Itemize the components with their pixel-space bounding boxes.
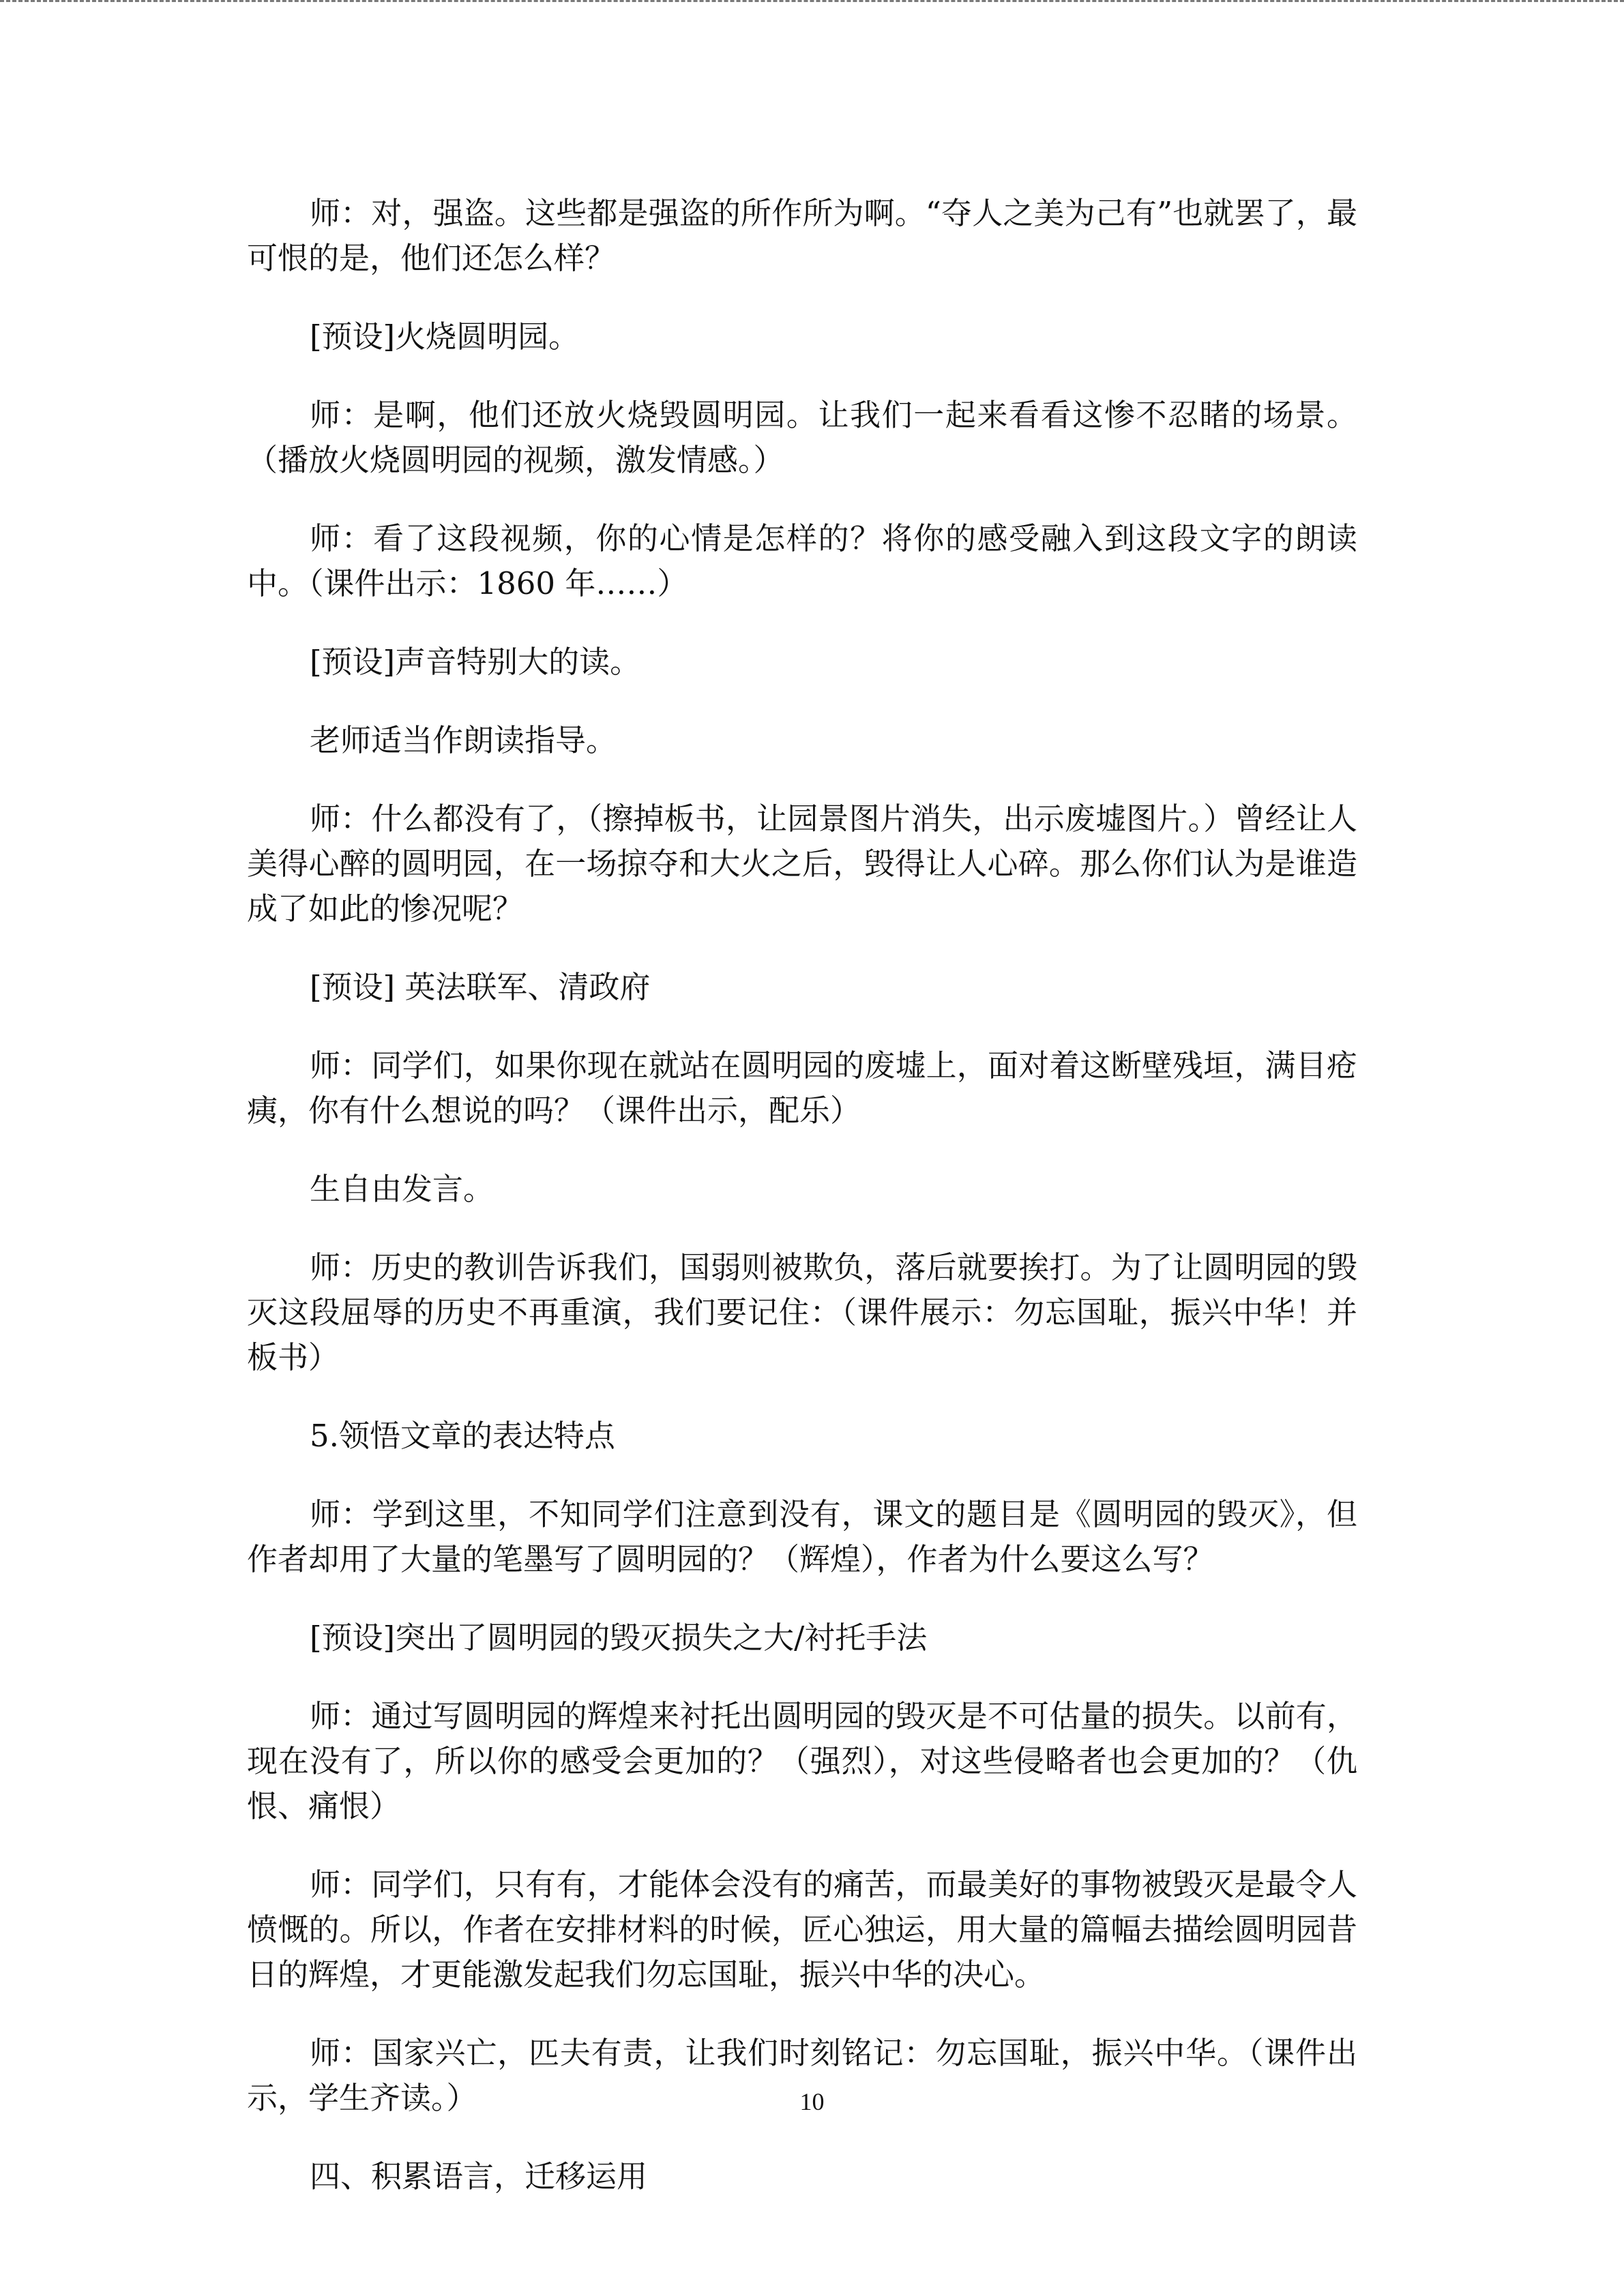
paragraph-9: 师：同学们，如果你现在就站在圆明园的废墟上，面对着这断壁残垣，满目疮痍，你有什么想说的吗？（课件出示，配乐） xyxy=(247,1047,1357,1129)
paragraph-2: [预设]火烧圆明园。 xyxy=(310,318,580,355)
paragraph-10: 生自由发言。 xyxy=(310,1171,494,1207)
paragraph-6: 老师适当作朗读指导。 xyxy=(310,722,617,758)
paragraph-7: 师：什么都没有了，（擦掉板书，让园景图片消失，出示废墟图片。）曾经让人美得心醉的圆明园，在一场掠夺和大火之后，毁得让人心碎。那么你们认为是谁造成了如此的惨况呢？ xyxy=(247,801,1357,927)
paragraph-14: [预设]突出了圆明园的毁灭损失之大/衬托手法 xyxy=(310,1620,928,1656)
paragraph-11: 师：历史的教训告诉我们，国弱则被欺负，落后就要挨打。为了让圆明园的毁灭这段屈辱的历史不再重演，我们要记住：（课件展示：勿忘国耻，振兴中华！并板书） xyxy=(247,1249,1357,1375)
section-heading-5: 5.领悟文章的表达特点 xyxy=(310,1418,615,1454)
paragraph-16: 师：同学们，只有有，才能体会没有的痛苦，而最美好的事物被毁灭是最令人愤慨的。所以，作者在安排材料的时候，匠心独运，用大量的篇幅去描绘圆明园昔日的辉煌，才更能激发起我们勿忘国耻，振兴中华的决心。 xyxy=(247,1866,1357,1993)
paragraph-5: [预设]声音特别大的读。 xyxy=(310,644,641,680)
paragraph-17: 师：国家兴亡，匹夫有责，让我们时刻铭记：勿忘国耻，振兴中华。（课件出示，学生齐读。） xyxy=(247,2035,1357,2116)
paragraph-15: 师：通过写圆明园的辉煌来衬托出圆明园的毁灭是不可估量的损失。以前有，现在没有了，所以你的感受会更加的？（强烈），对这些侵略者也会更加的？（仇恨、痛恨） xyxy=(247,1698,1357,1824)
page-number: 10 xyxy=(799,2088,825,2115)
paragraph-1: 师：对，强盗。这些都是强盗的所作所为啊。“夺人之美为己有”也就罢了，最可恨的是，他们还怎么样？ xyxy=(247,195,1357,276)
paragraph-3: 师：是啊，他们还放火烧毁圆明园。让我们一起来看看这惨不忍睹的场景。（播放火烧圆明园的视频，激发情感。） xyxy=(247,397,1357,478)
section-heading-4: 四、积累语言，迁移运用 xyxy=(310,2158,648,2194)
document-body xyxy=(247,191,1357,2233)
page-top-divider xyxy=(0,0,1624,2)
paragraph-13: 师：学到这里，不知同学们注意到没有，课文的题目是《圆明园的毁灭》，但作者却用了大量的笔墨写了圆明园的？（辉煌），作者为什么要这么写？ xyxy=(247,1496,1357,1577)
paragraph-4: 师：看了这段视频，你的心情是怎样的？将你的感受融入到这段文字的朗读中。（课件出示：1860 年……） xyxy=(247,520,1357,601)
paragraph-8: [预设] 英法联军、清政府 xyxy=(310,969,651,1005)
